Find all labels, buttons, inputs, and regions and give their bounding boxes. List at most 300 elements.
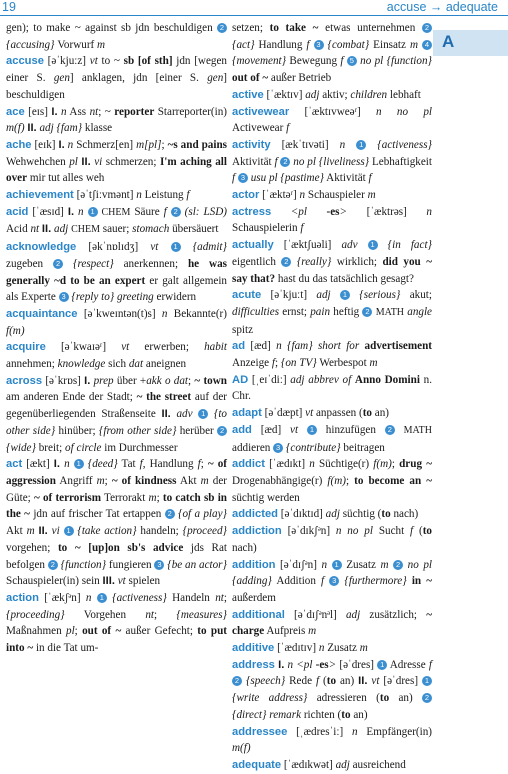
entry-text: lebhaft <box>387 88 421 101</box>
headword: addressee <box>232 725 288 738</box>
running-head: accuse → adequate <box>386 0 498 14</box>
entry-text: [ˈækʃᵊn] <box>38 591 86 604</box>
bold-phrase: to catch sb in the ~ <box>6 491 227 521</box>
italic-label: pain <box>310 305 331 318</box>
entry-text: nach) <box>390 508 419 521</box>
entry-text: ; <box>275 357 281 370</box>
entry-text: übersäuert <box>169 223 219 236</box>
italic-label: m <box>359 642 368 655</box>
entry-text: Starreporter(in) <box>154 105 227 118</box>
entry-text: herüber <box>176 424 218 437</box>
dictionary-entry <box>232 757 432 774</box>
entry-text: [ˌeɪˈdiː] <box>248 373 291 386</box>
italic-label: angle <box>404 305 432 318</box>
entry-text: Angriff <box>55 474 97 487</box>
headword: adapt <box>232 407 262 420</box>
italic-label: nt <box>215 591 224 604</box>
italic-label: f <box>306 38 310 51</box>
italic-label: m <box>380 558 389 571</box>
dictionary-entry <box>232 187 432 204</box>
entry-text: Vorgehen <box>64 608 146 621</box>
entry-text: ernst; <box>279 305 311 318</box>
entry-text: auf der gegenüberliegenden Straßenseite <box>6 391 227 421</box>
entry-text: Bekannte(r) <box>167 307 227 320</box>
entry-text: Schauspielerin <box>232 222 301 235</box>
dictionary-entry <box>232 506 432 523</box>
entry-text: Zusatz <box>324 642 360 655</box>
entry-text: adressieren ( <box>307 692 380 705</box>
italic-label: f <box>428 658 432 671</box>
entry-text: Akt <box>176 474 201 487</box>
entry-text: handeln; <box>136 525 183 538</box>
entry-text <box>345 139 356 151</box>
entry-text: erwidern <box>153 291 197 304</box>
dictionary-entry <box>232 456 432 506</box>
entry-text: an) <box>371 407 389 420</box>
entry-text: ( <box>319 675 327 688</box>
bold-phrase: drug ~ <box>399 458 432 471</box>
entry-text: ] anklagen, jdn [einer S. <box>69 72 208 85</box>
headword: addiction <box>232 525 282 538</box>
entry-text: annehmen; <box>6 358 58 371</box>
italic-label: vt <box>89 55 98 68</box>
entry-text: Adresse <box>387 658 429 671</box>
italic-label: no pl {liveliness} <box>290 155 370 168</box>
sense-number-badge: 2 <box>48 560 58 570</box>
italic-label: dat <box>128 358 144 371</box>
italic-label: {proceeding} <box>6 608 65 621</box>
italic-label: {combat} <box>323 38 370 51</box>
entry-text: spielen <box>125 575 161 588</box>
dictionary-entry <box>6 339 227 372</box>
entry-text: [əˈkweɪntən(t)s] <box>77 307 162 320</box>
entry-text: jds Rat befolgen <box>6 541 227 571</box>
bold-phrase: ~ charge <box>232 608 432 638</box>
italic-label: akk o dat <box>146 374 189 387</box>
bold-phrase: to <box>326 675 337 688</box>
entry-text: Lebhaftigkeit <box>369 155 432 168</box>
entry-text: Ass <box>66 105 90 118</box>
entry-text: Schauspieler <box>305 189 368 202</box>
italic-label: f <box>300 222 304 235</box>
bold-phrase: out of ~ <box>82 625 122 638</box>
entry-text: ; <box>161 138 168 151</box>
italic-label: adj <box>305 88 320 101</box>
italic-label: n <box>287 658 294 671</box>
italic-label: f(m) <box>373 458 392 471</box>
italic-label: n <box>299 189 306 202</box>
italic-label: {from other side} <box>98 424 177 437</box>
italic-label: vt <box>305 407 314 420</box>
entry-text: [əˈdæpt] <box>261 407 306 420</box>
entry-text: Aktivität <box>232 155 275 168</box>
entry-text: Anzeige <box>232 357 272 370</box>
entry-text: mir tut alles weh <box>27 172 105 185</box>
italic-label: adj <box>345 608 361 621</box>
entry-text: ; <box>188 374 195 387</box>
italic-label: {speech} <box>242 675 286 688</box>
roman-numeral: I. <box>58 138 65 151</box>
headword: activewear <box>232 105 290 118</box>
italic-label: prep <box>93 374 114 387</box>
entry-text: ausreichend <box>349 758 406 771</box>
entry-text: an) <box>336 675 359 688</box>
entry-text: [eɪk] <box>31 138 59 151</box>
bold-phrase: ~ of aggression <box>6 458 227 487</box>
dictionary-entry <box>6 306 227 339</box>
italic-label: {wide} <box>6 441 36 454</box>
dictionary-entry <box>232 137 432 187</box>
italic-label: m <box>97 38 106 51</box>
entry-text: ; <box>345 474 355 487</box>
italic-label: m <box>369 357 378 370</box>
entry-text: sich <box>105 358 129 371</box>
entry-text: heftig <box>330 305 363 318</box>
headword: achievement <box>6 189 74 202</box>
italic-label: {of a play} <box>174 508 227 521</box>
entry-text: [ˈædɪtɪv] <box>274 642 319 655</box>
sense-number-badge: 2 <box>280 157 290 167</box>
italic-label: n <box>136 189 142 202</box>
entry-text <box>358 239 368 251</box>
entry-text: to ~ <box>97 55 124 68</box>
italic-label: pl <box>69 155 78 168</box>
entry-text: [əˈkjuːz] <box>43 55 90 68</box>
dictionary-entry <box>6 137 227 187</box>
sense-number-badge: 1 <box>307 425 317 435</box>
entry-text: jdn auf frischer Tat ertappen <box>29 508 165 521</box>
entry-text: [əˈdɪʃᵊn] <box>275 558 322 571</box>
dictionary-entry <box>6 456 227 590</box>
dictionary-entry <box>232 87 432 104</box>
italic-label: m <box>148 491 157 504</box>
roman-numeral: I. <box>84 374 91 387</box>
entry-text: Leistung <box>141 189 187 202</box>
entry-text: Acid <box>6 223 31 236</box>
italic-label: n <box>67 138 74 151</box>
italic-label: stomach <box>132 223 170 236</box>
entry-text <box>395 424 404 436</box>
bold-phrase: -es <box>326 205 340 218</box>
italic-label: children <box>350 88 388 101</box>
italic-label: vt <box>150 241 159 254</box>
sense-number-badge: 1 <box>340 290 350 300</box>
headword: ad <box>232 340 246 353</box>
sense-number-badge: 3 <box>59 292 69 302</box>
headword: addicted <box>232 508 279 521</box>
right-column <box>232 20 432 774</box>
sense-number-badge: 1 <box>332 560 342 570</box>
page-header <box>0 0 508 18</box>
entry-text: Tat <box>117 458 140 471</box>
italic-label: no pl {function} <box>356 55 432 68</box>
entry-text <box>307 206 327 218</box>
italic-label: f <box>286 122 290 135</box>
entry-text: Bewegung <box>286 55 341 68</box>
subject-label: CHEM <box>101 206 131 218</box>
entry-text: [eɪs] <box>24 105 52 118</box>
entry-text: [əˈkwaɪəʳ] <box>45 341 122 354</box>
headword: acquaintance <box>6 307 78 320</box>
dictionary-entry <box>232 287 432 338</box>
italic-label: n <box>352 725 358 738</box>
entry-text: Schauspieler(in) sein <box>6 575 103 588</box>
bold-phrase: ~ town <box>194 374 227 387</box>
sense-number-badge: 1 <box>377 660 387 670</box>
dictionary-entry <box>6 373 227 457</box>
italic-label: {measures} <box>176 608 227 621</box>
italic-label: m(f) <box>6 122 25 135</box>
entry-text: [ˈæktɪv] <box>263 88 306 101</box>
entry-text: an) <box>350 708 368 721</box>
entry-text: [ˈæktʃuəli] <box>273 239 342 252</box>
italic-label: m <box>96 474 105 487</box>
entry-text: klasse <box>82 122 113 135</box>
dictionary-entry <box>232 640 432 657</box>
sense-number-badge: 3 <box>329 576 339 586</box>
headword: actress <box>232 205 272 218</box>
italic-label: of circle <box>65 441 102 454</box>
entry-text <box>327 559 332 571</box>
dictionary-entry <box>232 557 432 607</box>
italic-label: adj <box>335 758 350 771</box>
bold-phrase: Anno Domini <box>354 373 420 386</box>
italic-label: {take action} <box>73 525 137 538</box>
entry-text: Activewear <box>232 122 287 135</box>
italic-label: habit <box>204 341 227 354</box>
italic-label: knowledge <box>57 358 106 371</box>
italic-label: m <box>308 625 317 638</box>
entry-text: akut; <box>400 289 432 302</box>
headword: active <box>232 88 264 101</box>
entry-text: außerdem <box>232 591 276 604</box>
italic-label: n no pl <box>335 525 373 538</box>
italic-label: vt <box>117 575 126 588</box>
entry-text: Terrorakt <box>101 491 149 504</box>
entry-text: Akt <box>6 525 27 538</box>
headword: addition <box>232 558 276 571</box>
sense-number-badge: 2 <box>217 426 227 436</box>
italic-label: adj <box>325 508 340 521</box>
dictionary-entry <box>232 104 432 137</box>
italic-label: <pl <box>296 658 313 671</box>
bold-phrase: advertisement <box>364 340 432 353</box>
headword: addict <box>232 458 265 471</box>
sense-number-badge: 4 <box>422 40 432 50</box>
italic-label: adj abbrev of <box>290 373 352 386</box>
entry-text: Aufpreis <box>264 625 309 638</box>
italic-label: adj <box>316 289 331 302</box>
entry-text <box>298 424 307 436</box>
italic-label: f <box>232 172 236 185</box>
italic-label: f <box>163 205 167 218</box>
entry-text: ; <box>154 608 177 621</box>
entry-text: ; ~ <box>98 105 115 118</box>
italic-label: f(m) <box>6 324 25 337</box>
subject-label: CHEM <box>71 224 100 236</box>
italic-label: {function} <box>57 558 107 571</box>
entry-text: [əˈdres] <box>336 658 378 671</box>
subject-label: MATH <box>375 306 405 318</box>
italic-label: gen <box>207 72 224 85</box>
bold-phrase: reporter <box>114 105 155 118</box>
italic-label: no pl {adding} <box>232 558 432 588</box>
page-number: 19 <box>2 0 16 14</box>
sense-number-badge: 2 <box>422 23 432 33</box>
sense-number-badge: 3 <box>314 40 324 50</box>
entry-text: über + <box>113 374 147 387</box>
headword: add <box>232 423 252 436</box>
headword: AD <box>232 373 249 386</box>
roman-numeral: II. <box>41 223 52 236</box>
entry-text: zusätzlich; <box>360 608 427 621</box>
headword: acquire <box>6 341 46 354</box>
entry-text: ; <box>156 491 163 504</box>
italic-label: n <box>161 307 168 320</box>
bold-phrase: to <box>362 407 372 420</box>
italic-label: f <box>274 155 278 168</box>
roman-numeral: III. <box>102 575 115 588</box>
entry-text: , Handlung <box>142 458 198 471</box>
roman-numeral: II. <box>358 675 368 688</box>
entry-text: ; <box>223 591 227 604</box>
entry-text: ; <box>391 458 400 471</box>
italic-label: m <box>409 38 418 51</box>
entry-text: anerkennen; <box>113 257 188 270</box>
sense-number-badge: 2 <box>281 257 291 267</box>
italic-label: {movement} <box>232 55 287 68</box>
italic-label: f <box>271 357 276 370</box>
italic-label: n <box>339 138 346 151</box>
bold-phrase: ~ of kindness <box>111 474 177 487</box>
entry-text: in die Tat um- <box>33 642 99 655</box>
entry-text: erwerben; <box>129 341 205 354</box>
entry-text: Drogenabhängige(r) <box>232 474 328 487</box>
entry-text: Sucht <box>372 525 411 538</box>
italic-label: difficulties <box>232 305 280 318</box>
italic-label: nt <box>145 608 154 621</box>
entry-text: ( <box>413 525 423 538</box>
italic-label: n <box>426 205 432 218</box>
bold-phrase: in ~ <box>411 575 432 588</box>
bold-phrase: to <box>422 525 432 538</box>
bold-phrase: -es <box>315 658 329 671</box>
thumb-tab-letter: A <box>442 32 455 51</box>
bold-phrase: to take ~ <box>269 22 319 34</box>
italic-label: {deed} <box>83 458 118 471</box>
dictionary-entry <box>6 204 227 239</box>
italic-label: {accusing} <box>6 38 58 51</box>
entry-text: spitz <box>232 323 254 336</box>
entry-text: Süchtige(r) <box>314 458 374 471</box>
italic-label: m(f) <box>232 742 251 755</box>
dictionary-entry <box>6 20 227 53</box>
italic-label: m <box>200 474 209 487</box>
italic-label: n <box>61 105 67 118</box>
headword: adequate <box>232 758 282 771</box>
dictionary-entry <box>6 53 227 103</box>
roman-numeral: I. <box>67 205 75 218</box>
entry-text: fungieren <box>106 558 155 571</box>
entry-text: außer Gefecht; <box>121 625 198 638</box>
italic-label: m <box>26 525 35 538</box>
sense-number-badge: 2 <box>171 207 181 217</box>
italic-label: (sl: LSD) <box>180 205 227 218</box>
headword: activity <box>232 138 271 151</box>
roman-numeral: I. <box>278 658 285 671</box>
bold-phrase: to <box>379 692 390 705</box>
sense-number-badge: 2 <box>165 509 175 519</box>
headword: actor <box>232 189 260 202</box>
italic-label: vt <box>371 675 380 688</box>
sense-number-badge: 2 <box>385 425 395 435</box>
entry-text: anpassen ( <box>313 407 363 420</box>
entry-text <box>158 241 170 253</box>
italic-label: adv <box>341 239 358 252</box>
entry-text <box>271 206 291 218</box>
bold-phrase: to ~ [up]on sb's advice <box>57 541 184 554</box>
entry-text: sauer; <box>99 223 133 236</box>
entry-text: [ˈædɪkwət] <box>281 758 336 771</box>
entry-text: er galt allgemein als Experte <box>6 274 227 304</box>
italic-label: {contribute} <box>283 441 341 454</box>
dictionary-entry <box>232 20 432 87</box>
italic-label: usu pl {pastime} <box>247 172 324 185</box>
italic-label: n <box>309 458 315 471</box>
entry-text: beitragen <box>340 441 385 454</box>
italic-label: {furthermore} <box>339 575 407 588</box>
italic-label: {respect} <box>63 257 114 270</box>
headword: act <box>6 458 23 471</box>
bold-phrase: he was generally ~d to be an expert <box>6 257 228 287</box>
italic-label: vt <box>290 423 299 436</box>
roman-numeral: II. <box>27 122 37 135</box>
italic-label: adj {fam} <box>39 122 83 135</box>
sense-number-badge: 3 <box>273 443 283 453</box>
italic-label: n {fam} short for <box>276 340 360 353</box>
entry-text: Aktivität <box>323 172 369 185</box>
bold-phrase: ~s and pains <box>167 138 228 151</box>
entry-text: am anderen Ende der Stadt; <box>6 391 137 404</box>
italic-label: {activeness} <box>366 138 432 151</box>
left-column <box>6 20 227 657</box>
entry-text: [əˈdɪkʃᵊn] <box>281 525 336 538</box>
bold-phrase: sb [of sth] <box>123 55 173 68</box>
entry-text: [ˈædɪkt] <box>264 458 310 471</box>
headword: accuse <box>6 55 44 68</box>
sense-number-badge: 1 <box>198 409 208 419</box>
entry-text: Einsatz <box>369 38 410 51</box>
italic-label: m[pl] <box>136 138 162 151</box>
entry-text: [ækˈtɪvəti] <box>270 138 340 151</box>
sense-number-badge: 1 <box>88 207 98 217</box>
dictionary-entry <box>6 239 227 306</box>
sense-number-badge: 5 <box>347 56 357 66</box>
sense-number-badge: 3 <box>238 173 248 183</box>
entry-text: [əˈdɪktɪd] <box>278 508 326 521</box>
sense-number-badge: 1 <box>97 593 107 603</box>
italic-label: m <box>367 189 376 202</box>
italic-label: n <box>318 642 325 655</box>
headword: action <box>6 591 39 604</box>
italic-label: {direct} remark <box>232 708 302 721</box>
sense-number-badge: 1 <box>64 526 74 536</box>
entry-text: schmerzen; <box>102 155 160 168</box>
entry-text: etwas unternehmen <box>318 22 422 34</box>
sense-number-badge: 1 <box>74 459 84 469</box>
italic-label: {write address} <box>232 692 308 705</box>
dictionary-entry <box>6 590 227 657</box>
